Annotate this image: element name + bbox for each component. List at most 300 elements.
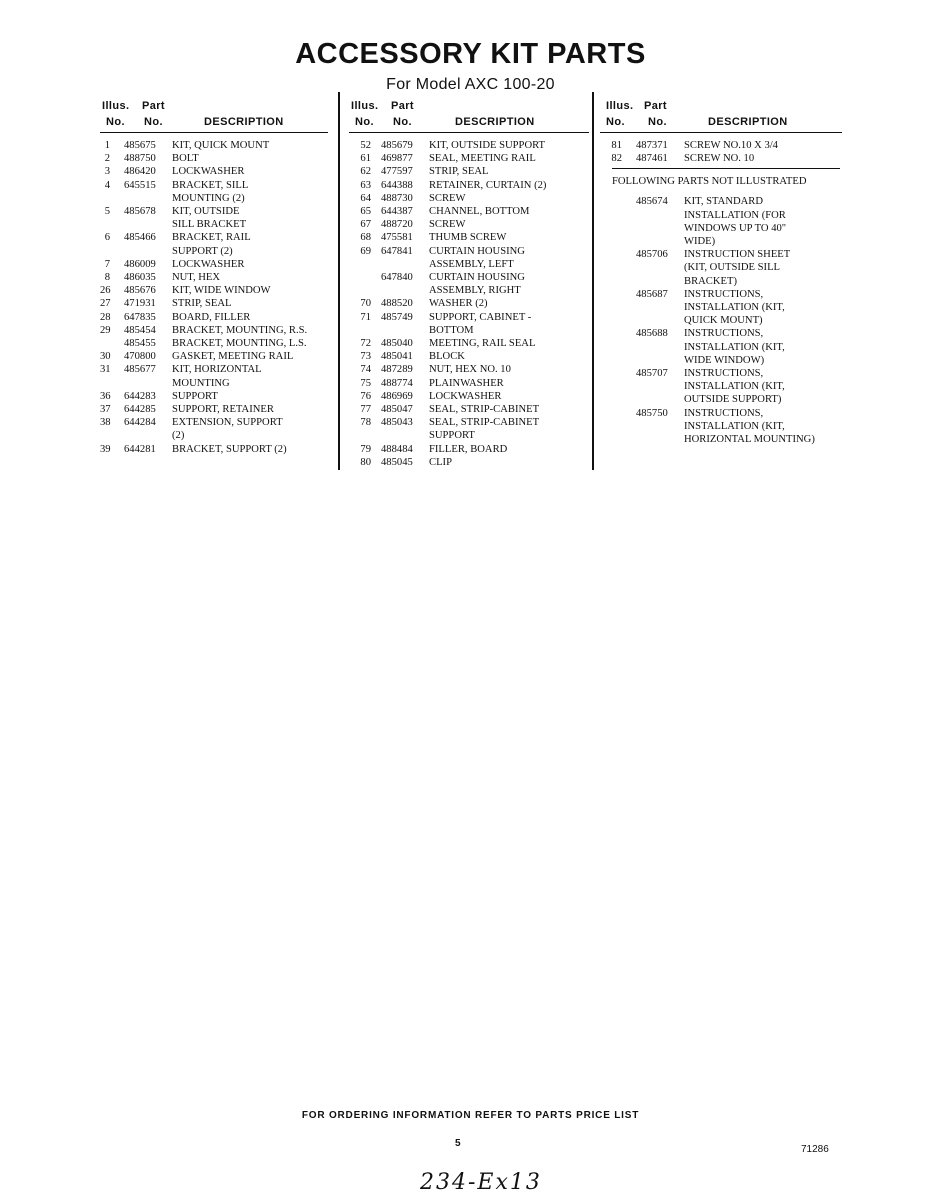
part-number <box>636 420 684 433</box>
column-header <box>600 98 842 133</box>
table-row <box>100 218 328 231</box>
description: INSTRUCTION SHEET <box>684 249 791 261</box>
description: KIT, OUTSIDE SUPPORT <box>429 140 545 151</box>
illus-number <box>100 429 110 442</box>
description: SUPPORT, RETAINER <box>172 404 274 416</box>
description: MOUNTING <box>172 377 230 389</box>
description: KIT, HORIZONTAL <box>172 364 262 376</box>
table-row <box>349 416 589 429</box>
part-number: 644283 <box>124 390 156 402</box>
part-number <box>381 324 429 337</box>
description: NUT, HEX <box>172 272 221 284</box>
description: WASHER (2) <box>429 298 488 310</box>
part-number: 644284 <box>124 417 156 429</box>
description: BRACKET) <box>684 275 737 287</box>
illus-number: 79 <box>360 443 371 455</box>
part-number: 485677 <box>124 364 156 376</box>
part-number: 647840 <box>381 272 413 284</box>
illus-number <box>600 195 622 208</box>
description: BOARD, FILLER <box>172 311 251 323</box>
description: SILL BRACKET <box>172 219 247 231</box>
illus-number: 7 <box>104 258 110 270</box>
illus-number: 36 <box>100 390 111 402</box>
illus-number <box>600 341 622 354</box>
illus-number: 6 <box>104 232 110 244</box>
header-no-part: No. <box>393 116 412 128</box>
table-row <box>349 324 589 337</box>
description: ASSEMBLY, RIGHT <box>429 285 521 297</box>
illus-number <box>600 327 622 340</box>
illus-number <box>349 284 371 297</box>
illus-number <box>600 301 622 314</box>
illus-number: 81 <box>611 140 622 151</box>
illus-number: 28 <box>100 311 111 323</box>
table-row <box>349 284 589 297</box>
table-row <box>349 311 589 324</box>
illus-number: 30 <box>100 351 111 363</box>
illus-number: 71 <box>360 311 371 323</box>
parts-column-3 <box>600 98 842 446</box>
table-row <box>349 337 589 350</box>
table-row <box>349 205 589 218</box>
description: (KIT, OUTSIDE SILL <box>684 262 781 274</box>
illus-number: 39 <box>100 443 111 455</box>
part-number <box>381 429 429 442</box>
illus-number <box>349 429 371 442</box>
table-row <box>100 245 328 258</box>
illus-number: 8 <box>104 272 110 284</box>
table-row <box>600 367 842 380</box>
illus-number: 78 <box>360 417 371 429</box>
header-illus: Illus. <box>102 100 130 112</box>
part-number: 486035 <box>124 272 156 284</box>
part-number <box>124 377 172 390</box>
description: KIT, WIDE WINDOW <box>172 285 271 297</box>
header-illus: Illus. <box>351 100 379 112</box>
illus-number <box>600 393 622 406</box>
description: SCREW <box>429 219 466 231</box>
description: ASSEMBLY, LEFT <box>429 258 514 270</box>
table-row <box>600 354 842 367</box>
not-illustrated-list <box>600 195 842 446</box>
description: INSTALLATION (KIT, <box>684 381 785 393</box>
description: LOCKWASHER <box>172 258 245 270</box>
part-number: 488720 <box>381 219 413 231</box>
table-row <box>349 192 589 205</box>
table-row <box>100 311 328 324</box>
table-row <box>100 403 328 416</box>
part-number: 644388 <box>381 179 413 191</box>
table-row <box>100 205 328 218</box>
illus-number: 82 <box>611 153 622 165</box>
table-row <box>100 192 328 205</box>
description: INSTALLATION (FOR <box>684 209 786 221</box>
illus-number: 75 <box>360 377 371 389</box>
description: CURTAIN HOUSING <box>429 245 525 257</box>
table-row <box>100 258 328 271</box>
part-number <box>124 429 172 442</box>
table-row <box>600 314 842 327</box>
part-number <box>636 235 684 248</box>
table-row <box>100 377 328 390</box>
table-row <box>600 139 842 152</box>
part-number: 488730 <box>381 192 413 204</box>
table-row <box>349 443 589 456</box>
description: KIT, QUICK MOUNT <box>172 140 270 151</box>
part-number: 485466 <box>124 232 156 244</box>
handwritten-note: 234-Ex13 <box>420 1170 542 1195</box>
description: EXTENSION, SUPPORT <box>172 417 283 429</box>
table-row <box>600 301 842 314</box>
table-row <box>100 324 328 337</box>
illus-number: 3 <box>104 166 110 178</box>
illus-number: 73 <box>360 351 371 363</box>
illus-number <box>600 314 622 327</box>
part-number <box>636 433 684 446</box>
part-number: 485455 <box>124 338 156 350</box>
description: BOLT <box>172 153 199 165</box>
description: SEAL, MEETING RAIL <box>429 153 536 165</box>
table-row <box>600 393 842 406</box>
description: SUPPORT <box>429 430 475 442</box>
description: MEETING, RAIL SEAL <box>429 338 536 350</box>
description: INSTRUCTIONS, <box>684 328 764 340</box>
header-no-part: No. <box>648 116 667 128</box>
illus-number <box>100 218 110 231</box>
part-number <box>636 354 684 367</box>
table-row <box>600 152 842 165</box>
illus-number <box>600 407 622 420</box>
description: INSTRUCTIONS, <box>684 368 764 380</box>
illus-number <box>100 337 110 350</box>
part-number: 485678 <box>124 206 156 218</box>
description: THUMB SCREW <box>429 232 507 244</box>
header-part: Part <box>644 100 667 112</box>
ordering-info-footer: FOR ORDERING INFORMATION REFER TO PARTS PRICE LIST <box>301 1110 640 1121</box>
illus-number: 31 <box>100 364 111 376</box>
page-title: ACCESSORY KIT PARTS <box>295 38 646 70</box>
part-number: 485676 <box>124 285 156 297</box>
part-number <box>636 209 684 222</box>
table-row <box>100 179 328 192</box>
description: SCREW NO. 10 <box>684 153 755 165</box>
header-description: DESCRIPTION <box>455 116 535 128</box>
description: SCREW NO.10 X 3/4 <box>684 140 778 151</box>
table-row <box>100 443 328 456</box>
part-number: 644387 <box>381 206 413 218</box>
description: BRACKET, MOUNTING, L.S. <box>172 338 307 350</box>
table-row <box>349 218 589 231</box>
illus-number: 29 <box>100 324 111 336</box>
description: STRIP, SEAL <box>172 298 232 310</box>
illus-number: 77 <box>360 404 371 416</box>
divider <box>612 168 840 169</box>
part-number: 488774 <box>381 377 413 389</box>
table-row <box>349 297 589 310</box>
description: CHANNEL, BOTTOM <box>429 206 530 218</box>
description: KIT, STANDARD <box>684 196 763 208</box>
description: WINDOWS UP TO 40" <box>684 222 787 234</box>
not-illustrated-heading: FOLLOWING PARTS NOT ILLUSTRATED <box>612 176 807 188</box>
illus-number <box>600 380 622 393</box>
header-no-part: No. <box>144 116 163 128</box>
illus-number <box>100 377 110 390</box>
part-number <box>636 261 684 274</box>
part-number: 647835 <box>124 311 156 323</box>
description: WIDE) <box>684 236 716 248</box>
part-number: 486009 <box>124 258 156 270</box>
table-row <box>349 403 589 416</box>
table-row <box>100 165 328 178</box>
part-number: 485040 <box>381 338 413 350</box>
part-number: 486420 <box>124 166 156 178</box>
part-number <box>636 314 684 327</box>
table-row <box>349 165 589 178</box>
part-number: 470800 <box>124 351 156 363</box>
part-number: 485454 <box>124 324 156 336</box>
table-row <box>600 261 842 274</box>
description: STRIP, SEAL <box>429 166 489 178</box>
description: (2) <box>172 430 185 442</box>
table-row <box>100 429 328 442</box>
parts-column-2 <box>349 98 589 469</box>
part-number: 644281 <box>124 443 156 455</box>
description: BRACKET, MOUNTING, R.S. <box>172 324 308 336</box>
column-divider-left <box>338 92 340 470</box>
part-number: 485707 <box>636 368 668 380</box>
part-number: 488484 <box>381 443 413 455</box>
description: SEAL, STRIP-CABINET <box>429 404 540 416</box>
parts-list <box>100 139 328 456</box>
description: OUTSIDE SUPPORT) <box>684 394 782 406</box>
description: GASKET, MEETING RAIL <box>172 351 294 363</box>
parts-list <box>349 139 589 469</box>
description: MOUNTING (2) <box>172 192 245 204</box>
table-row <box>349 363 589 376</box>
part-number: 485675 <box>124 140 156 151</box>
column-divider-right <box>592 92 594 470</box>
header-no-illus: No. <box>355 116 374 128</box>
description: LOCKWASHER <box>429 390 502 402</box>
header-description: DESCRIPTION <box>204 116 284 128</box>
illus-number: 52 <box>360 140 371 151</box>
parts-list <box>600 139 842 165</box>
table-row <box>100 152 328 165</box>
part-number <box>636 301 684 314</box>
part-number <box>636 275 684 288</box>
illus-number: 2 <box>104 153 110 165</box>
illus-number <box>600 367 622 380</box>
part-number: 485749 <box>381 311 413 323</box>
illus-number <box>600 261 622 274</box>
part-number: 486969 <box>381 390 413 402</box>
part-number <box>636 380 684 393</box>
part-number: 485688 <box>636 328 668 340</box>
illus-number: 61 <box>360 153 371 165</box>
illus-number: 70 <box>360 298 371 310</box>
table-row <box>100 337 328 350</box>
description: CURTAIN HOUSING <box>429 272 525 284</box>
table-row <box>349 179 589 192</box>
part-number: 485045 <box>381 456 413 468</box>
description: BOTTOM <box>429 324 474 336</box>
table-row <box>600 222 842 235</box>
table-row <box>600 275 842 288</box>
part-number <box>381 284 429 297</box>
description: SEAL, STRIP-CABINET <box>429 417 540 429</box>
table-row <box>600 327 842 340</box>
table-row <box>349 456 589 469</box>
table-row <box>349 350 589 363</box>
illus-number: 80 <box>360 456 371 468</box>
table-row <box>600 420 842 433</box>
illus-number <box>600 275 622 288</box>
description: BRACKET, RAIL <box>172 232 251 244</box>
page-number: 5 <box>455 1138 461 1149</box>
part-number <box>636 341 684 354</box>
part-number <box>636 222 684 235</box>
header-part: Part <box>391 100 414 112</box>
table-row <box>600 341 842 354</box>
description: NUT, HEX NO. 10 <box>429 364 511 376</box>
table-row <box>349 245 589 258</box>
description: CLIP <box>429 456 452 468</box>
part-number: 485041 <box>381 351 413 363</box>
table-row <box>600 248 842 261</box>
table-row <box>600 288 842 301</box>
part-number: 488750 <box>124 153 156 165</box>
illus-number: 64 <box>360 192 371 204</box>
description: SUPPORT <box>172 390 218 402</box>
header-description: DESCRIPTION <box>708 116 788 128</box>
table-row <box>349 231 589 244</box>
table-row <box>100 284 328 297</box>
parts-column-1 <box>100 98 328 456</box>
table-row <box>100 350 328 363</box>
illus-number: 76 <box>360 390 371 402</box>
table-row <box>600 407 842 420</box>
table-row <box>100 390 328 403</box>
header-no-illus: No. <box>106 116 125 128</box>
description: PLAINWASHER <box>429 377 504 389</box>
part-number <box>636 393 684 406</box>
part-number: 487371 <box>636 140 668 151</box>
part-number: 645515 <box>124 179 156 191</box>
illus-number: 74 <box>360 364 371 376</box>
part-number: 485750 <box>636 407 668 419</box>
description: BRACKET, SUPPORT (2) <box>172 443 287 455</box>
illus-number: 63 <box>360 179 371 191</box>
part-number: 488520 <box>381 298 413 310</box>
illus-number <box>349 324 371 337</box>
illus-number <box>600 248 622 261</box>
illus-number: 37 <box>100 404 111 416</box>
description: BLOCK <box>429 351 465 363</box>
part-number: 475581 <box>381 232 413 244</box>
page-subtitle: For Model AXC 100-20 <box>386 76 555 93</box>
description: SCREW <box>429 192 466 204</box>
table-row <box>100 363 328 376</box>
table-row <box>349 429 589 442</box>
table-row <box>600 235 842 248</box>
header-illus: Illus. <box>606 100 634 112</box>
description: SUPPORT (2) <box>172 245 233 257</box>
part-number: 471931 <box>124 298 156 310</box>
illus-number: 5 <box>104 206 110 218</box>
table-row <box>349 377 589 390</box>
description: LOCKWASHER <box>172 166 245 178</box>
illus-number <box>349 258 371 271</box>
part-number: 485679 <box>381 140 413 151</box>
description: INSTALLATION (KIT, <box>684 341 785 353</box>
illus-number: 1 <box>104 140 110 151</box>
illus-number: 68 <box>360 232 371 244</box>
table-row <box>349 152 589 165</box>
table-row <box>600 209 842 222</box>
illus-number <box>600 222 622 235</box>
part-number: 485674 <box>636 196 668 208</box>
illus-number: 38 <box>100 417 111 429</box>
header-part: Part <box>142 100 165 112</box>
description: INSTALLATION (KIT, <box>684 302 785 314</box>
description: INSTRUCTIONS, <box>684 407 764 419</box>
illus-number <box>600 420 622 433</box>
table-row <box>349 390 589 403</box>
illus-number: 26 <box>100 285 111 297</box>
illus-number: 65 <box>360 206 371 218</box>
illus-number <box>600 433 622 446</box>
illus-number <box>600 235 622 248</box>
description: HORIZONTAL MOUNTING) <box>684 434 815 446</box>
table-row <box>349 139 589 152</box>
table-row <box>100 416 328 429</box>
part-number <box>124 218 172 231</box>
document-code: 71286 <box>801 1144 829 1155</box>
part-number: 469877 <box>381 153 413 165</box>
header-no-illus: No. <box>606 116 625 128</box>
column-header <box>100 98 328 133</box>
description: KIT, OUTSIDE <box>172 206 240 218</box>
illus-number <box>100 192 110 205</box>
part-number <box>381 258 429 271</box>
description: WIDE WINDOW) <box>684 354 765 366</box>
table-row <box>600 433 842 446</box>
illus-number: 67 <box>360 219 371 231</box>
description: FILLER, BOARD <box>429 443 508 455</box>
table-row <box>100 271 328 284</box>
table-row <box>100 139 328 152</box>
part-number: 485047 <box>381 404 413 416</box>
table-row <box>349 271 589 284</box>
illus-number <box>600 354 622 367</box>
description: QUICK MOUNT) <box>684 315 763 327</box>
table-row <box>100 297 328 310</box>
illus-number <box>600 288 622 301</box>
description: INSTRUCTIONS, <box>684 288 764 300</box>
illus-number <box>349 271 371 284</box>
part-number: 647841 <box>381 245 413 257</box>
description: BRACKET, SILL <box>172 179 249 191</box>
part-number: 485687 <box>636 288 668 300</box>
table-row <box>600 380 842 393</box>
illus-number: 62 <box>360 166 371 178</box>
part-number: 477597 <box>381 166 413 178</box>
part-number <box>124 245 172 258</box>
description: RETAINER, CURTAIN (2) <box>429 179 547 191</box>
illus-number <box>600 209 622 222</box>
table-row <box>349 258 589 271</box>
part-number: 485043 <box>381 417 413 429</box>
